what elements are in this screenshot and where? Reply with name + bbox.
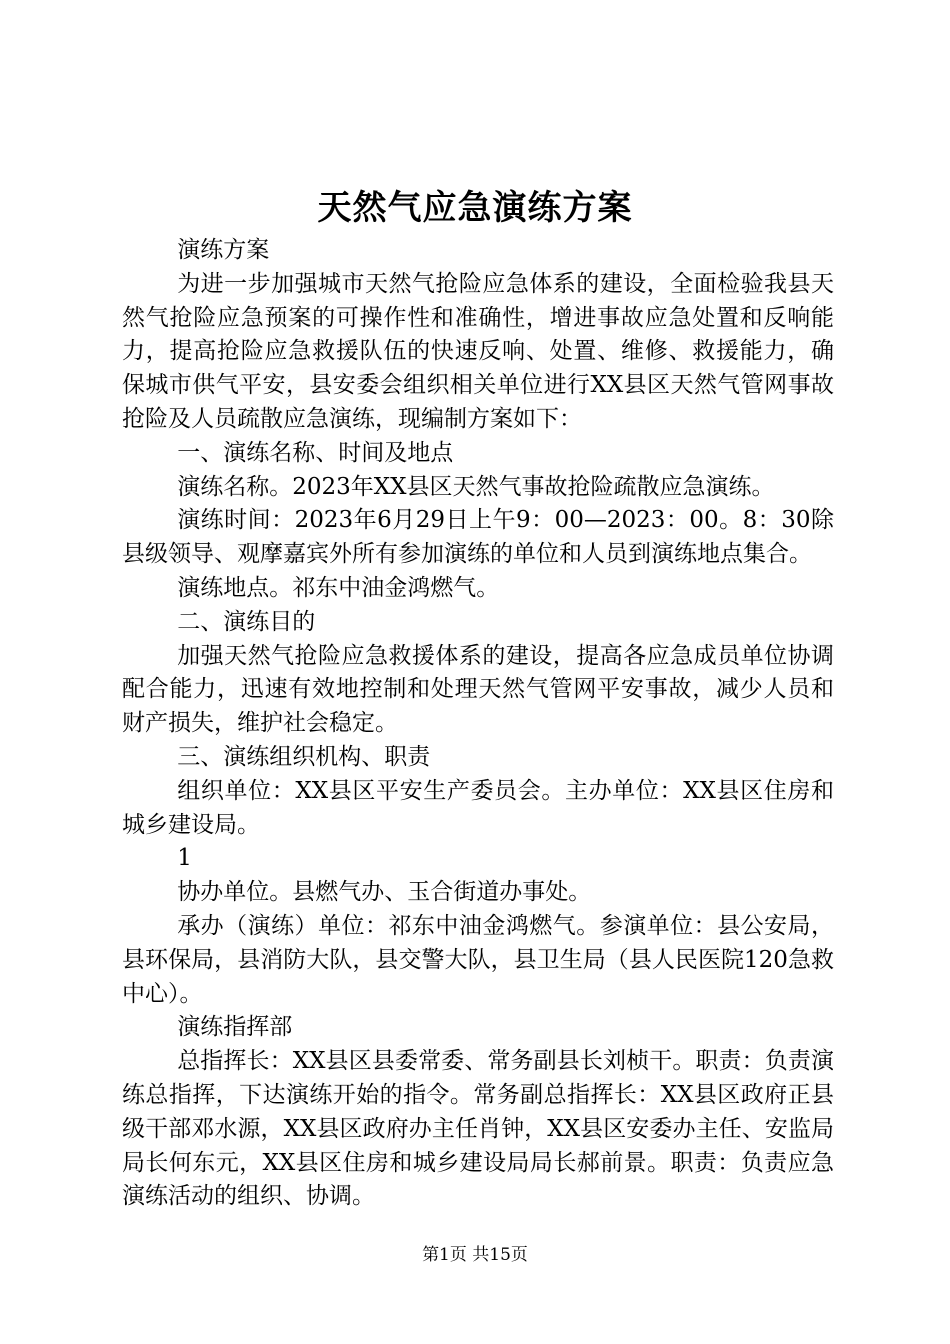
paragraph: 组织单位：XX县区平安生产委员会。主办单位：XX县区住房和城乡建设局。 (122, 777, 834, 838)
paragraph: 总指挥长：XX县区县委常委、常务副县长刘桢干。职责：负责演练总指挥，下达演练开始的指令。常务副总指挥长：XX县区政府正县级干部邓水源，XX县区政府办主任肖钟，XX县区安委办主任、安监局局长何东元，XX县区住房和城乡建设局局长郝前景。职责：负责应急演练活动的组织、协调。 (122, 1048, 834, 1210)
document-body (122, 234, 834, 1214)
paragraph: 演练地点。祁东中油金鸿燃气。 (177, 574, 500, 601)
section-heading: 二、演练目的 (177, 608, 316, 635)
inline-page-number: 1 (177, 845, 192, 872)
paragraph: 加强天然气抢险应急救援体系的建设，提高各应急成员单位协调配合能力，迅速有效地控制和处理天然气管网平安事故，减少人员和财产损失，维护社会稳定。 (122, 642, 834, 737)
paragraph: 协办单位。县燃气办、玉合街道办事处。 (177, 879, 592, 906)
section-heading: 演练指挥部 (177, 1014, 293, 1041)
paragraph: 为进一步加强城市天然气抢险应急体系的建设，全面检验我县天然气抢险应急预案的可操作性和准确性，增进事故应急处置和反响能力，提高抢险应急救援队伍的快速反响、处置、维修、救援能力，确保城市供气平安，县安委会组织相关单位进行XX县区天然气管网事故抢险及人员疏散应急演练，现编制方案如下： (122, 270, 834, 432)
section-heading: 三、演练组织机构、职责 (177, 743, 431, 770)
document-title: 天然气应急演练方案 (317, 188, 633, 228)
paragraph: 演练方案 (177, 237, 270, 263)
section-heading: 一、演练名称、时间及地点 (177, 439, 454, 466)
page-footer: 第1页 共15页 (422, 1245, 528, 1265)
paragraph: 承办（演练）单位：祁东中油金鸿燃气。参演单位：县公安局，县环保局，县消防大队，县交警大队，县卫生局（县人民医院120急救中心）。 (122, 912, 834, 1007)
paragraph: 演练时间：2023年6月29日上午9：00—2023：00。8：30除县级领导、观摩嘉宾外所有参加演练的单位和人员到演练地点集合。 (122, 507, 834, 568)
paragraph: 演练名称。2023年XX县区天然气事故抢险疏散应急演练。 (177, 473, 775, 500)
